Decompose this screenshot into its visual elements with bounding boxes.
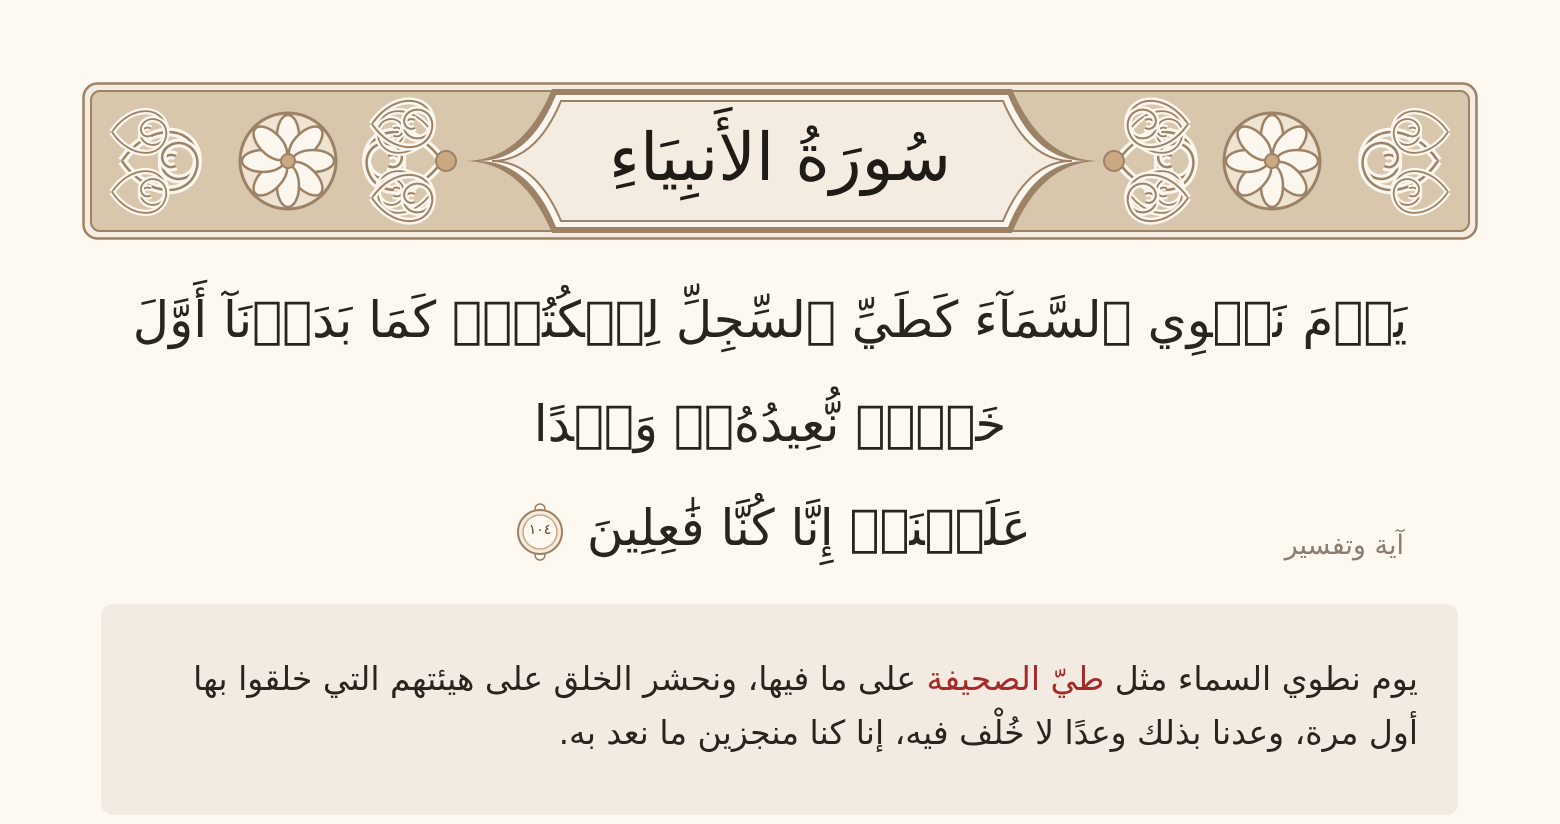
ayah-line-2-text: عَلَيۡنَآۚ إِنَّا كُنَّا فَٰعِلِينَ xyxy=(586,499,1031,557)
tafsir-text xyxy=(141,652,1418,760)
ayah-text xyxy=(110,268,1430,580)
tafsir-section-heading: آية وتفسير xyxy=(1284,530,1404,561)
surah-header-banner xyxy=(82,82,1478,240)
tafsir-box xyxy=(101,604,1458,815)
ayah-number: ١٠٤ xyxy=(528,522,552,538)
ayah-line-2 xyxy=(110,476,1430,580)
tafsir-text-start: يوم نطوي السماء مثل xyxy=(1104,659,1418,698)
surah-title: سُورَةُ الأَنبِيَاءِ xyxy=(608,118,952,196)
tafsir-text-end: على ما فيها، ونحشر الخلق على هيئتهم التي خلقوا بها أول مرة، وعدنا بذلك وعدًا لا خُلْف فيه، إنا كنا منجزين ما نعد به. xyxy=(193,659,1418,752)
ayah-line-1: يَوۡمَ نَطۡوِي ٱلسَّمَآءَ كَطَيِّ ٱلسِّجِلِّ لِلۡكُتُبِۚ كَمَا بَدَأۡنَآ أَوَّلَ خَلۡقٖ نُّعِيدُهُۥۚ وَعۡدًا xyxy=(132,291,1408,453)
tafsir-highlight[interactable]: طيّ الصحيفة xyxy=(926,659,1105,698)
ayah-number-marker xyxy=(515,501,565,563)
